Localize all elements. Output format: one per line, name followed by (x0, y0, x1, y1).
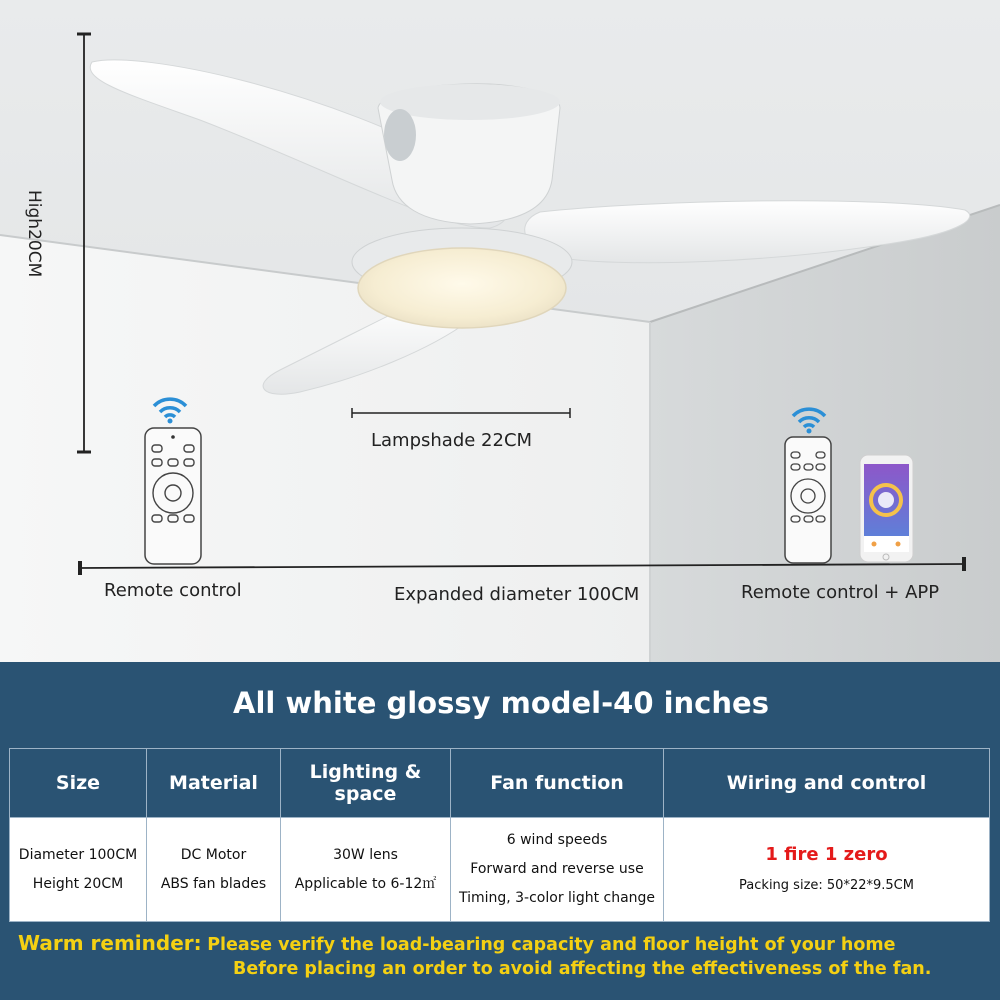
wifi-icon (150, 394, 190, 424)
remote-control-icon (784, 436, 834, 566)
lampshade-dimension-label: Lampshade 22CM (371, 430, 533, 451)
wiring-cell (664, 818, 990, 922)
spec-value-row (10, 818, 990, 922)
reminder-line-2: Before placing an order to avoid affecting the effectiveness of the fan. (233, 959, 932, 979)
fan-direction: Forward and reverse use (470, 861, 644, 877)
packing-size: Packing size: 50*22*9.5CM (739, 878, 914, 893)
header-size: Size (10, 749, 147, 818)
size-diameter: Diameter 100CM (18, 846, 138, 863)
material-cell (147, 818, 281, 922)
wiring-type: 1 fire 1 zero (765, 844, 888, 865)
header-fan-function: Fan function (451, 749, 664, 818)
header-wiring: Wiring and control (664, 749, 990, 818)
remote-control-label: Remote control (104, 580, 242, 601)
reminder-line-1: Please verify the load-bearing capacity and floor height of your home (207, 935, 896, 955)
lighting-power: 30W lens (333, 846, 398, 863)
diameter-dimension-label: Expanded diameter 100CM (394, 584, 640, 605)
size-cell (10, 818, 147, 922)
fan-function-cell (451, 818, 664, 922)
fan-speeds: 6 wind speeds (506, 832, 608, 848)
fan-timing: Timing, 3-color light change (458, 890, 656, 906)
spec-header-row (10, 749, 990, 818)
lighting-cell (281, 818, 451, 922)
lighting-area: Applicable to 6-12㎡ (294, 875, 437, 892)
warm-reminder (18, 931, 993, 979)
header-material: Material (147, 749, 281, 818)
header-lighting: Lighting & space (281, 749, 451, 818)
material-blades: ABS fan blades (160, 875, 267, 892)
wifi-icon (789, 404, 829, 434)
smartphone-app-icon (859, 454, 915, 564)
model-title: All white glossy model-40 inches (233, 686, 769, 720)
remote-control-icon (144, 427, 204, 567)
reminder-lead: Warm reminder: (18, 931, 202, 955)
spec-table (9, 748, 990, 922)
size-height: Height 20CM (32, 875, 124, 892)
remote-app-label: Remote control + APP (741, 582, 940, 603)
material-motor: DC Motor (180, 846, 247, 863)
height-dimension-label: High20CM (24, 190, 44, 278)
